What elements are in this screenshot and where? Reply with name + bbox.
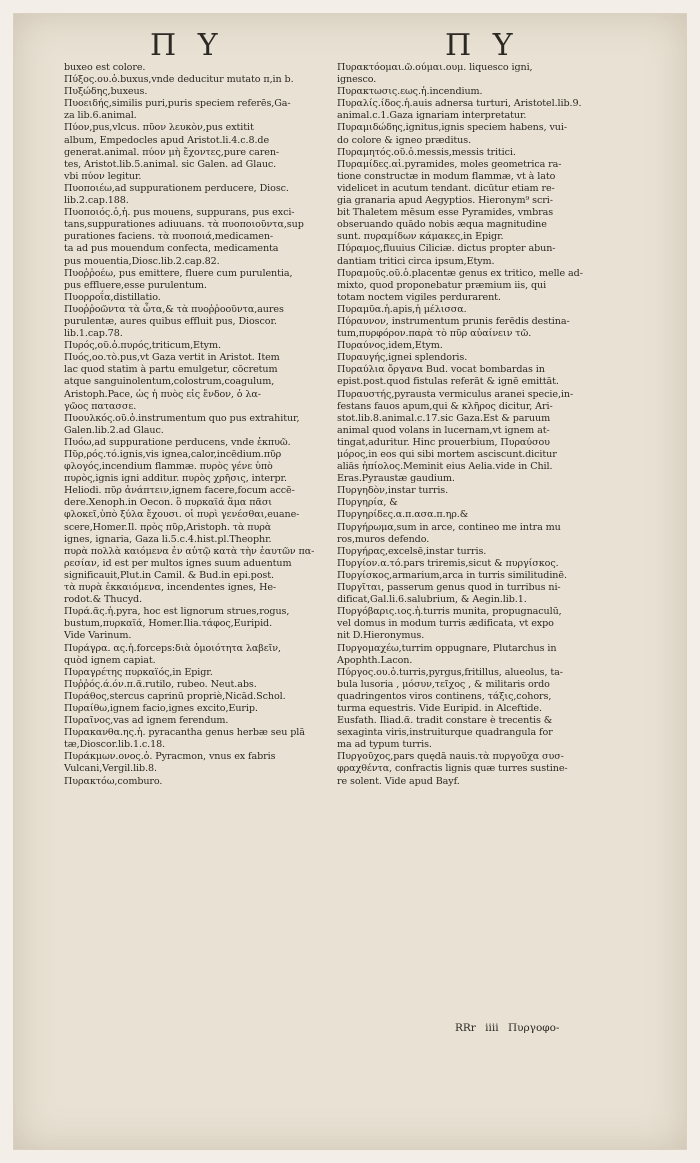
dictionary-line: Πυουλκός.οῦ.ὁ.instrumentum quo pus extrahitur, — [64, 412, 300, 424]
dictionary-line: festans fauos apum,qui & κλῆρος dicitur, Ari- — [337, 400, 553, 412]
dictionary-line: purulentæ, aures quibus effluit pus, Dioscor. — [64, 315, 277, 327]
dictionary-line: Πυργῖται, passerum genus quod in turribus ni- — [337, 582, 561, 594]
dictionary-line: tans,suppurationes adiuuans. τὰ πυοποιοῦντα,sup — [64, 219, 304, 231]
dictionary-line: πυρὰ πολλὰ καιόμενα ἐν αὐτῷ κατὰ τὴν ἑαυτῶν πα- — [64, 545, 315, 557]
dictionary-line: sunt. πυραμίδων κάμακες,in Epigr. — [337, 231, 504, 243]
dictionary-line: obseruando quādo nobis æqua magnitudine — [337, 219, 547, 231]
dictionary-line: buxeo est colore. — [64, 62, 146, 73]
dictionary-line: epist.post.quod fistulas referāt & ignē emittāt. — [337, 376, 559, 388]
dictionary-line: Galen.lib.2.ad Glauc. — [64, 424, 164, 436]
dictionary-line: Πύον,pus,vlcus. πῦον λευκὸν,pus extitit — [64, 122, 254, 134]
dictionary-line: Πυοποιός.ὁ,ἡ. pus mouens, suppurans, pus exci- — [64, 207, 295, 219]
dictionary-line: Πυρακτόομαι.ῶ.ούμαι.ουμ. liquesco igni, — [337, 62, 533, 73]
dictionary-line: ros,muros defendo. — [337, 533, 430, 545]
dictionary-line: Πυραυγής,ignei splendoris. — [337, 352, 468, 364]
dictionary-line: tione constructæ in modum flammæ, vt à lato — [337, 170, 556, 182]
running-head-left: Π Υ — [150, 28, 224, 63]
dictionary-line: φλογός,incendium flammæ. πυρὸς γένε ὑπὸ — [64, 461, 273, 473]
catchword: Πυργοφο- — [507, 1022, 560, 1034]
dictionary-line: Aristoph.Pace, ὡς ἡ πυὸς εἰς ἔνδον, ὁ λα- — [64, 388, 261, 400]
dictionary-line: Πύραυνον, instrumentum prunis ferēdis destina- — [337, 315, 570, 327]
dictionary-line: bustum,πυρκαϊά, Homer.Ilia.τάφος,Euripid. — [64, 618, 273, 630]
dictionary-line: Πυργήρας,excelsē,instar turris. — [337, 545, 487, 557]
dictionary-line: dantiam tritici circa ipsum,Etym. — [337, 255, 495, 267]
dictionary-line: Πυργίον.α.τό.pars triremis,sicut & πυργίσκος. — [337, 557, 559, 569]
dictionary-line: Πυραυστής,pyrausta vermiculus aranei specie,in- — [337, 388, 574, 400]
dictionary-line: Πυρακανθα.ης.ἡ. pyracantha genus herbæ seu plā — [64, 727, 305, 739]
dictionary-line: tæ,Dioscor.lib.1.c.18. — [64, 739, 166, 751]
dictionary-line: scere,Homer.Il. πρὸς πῦρ,Aristoph. τὰ πυρὰ — [64, 521, 272, 533]
dictionary-line: ignes, ignaria, Gaza li.5.c.4.hist.pl.Theophr. — [64, 533, 272, 545]
dictionary-line: Πυῤῥός.ά.όν.π.ᾶ.rutilo, rubeo. Neut.abs. — [64, 678, 257, 690]
dictionary-line: purationes faciens. τὰ πυοποιά,medicamen- — [64, 231, 274, 243]
dictionary-line: Πυός,οο.τὸ.pus,vt Gaza vertit in Aristot. Item — [64, 352, 280, 364]
dictionary-line: Πυραμιδώδης,ignitus,ignis speciem habens, vui- — [337, 122, 567, 134]
dictionary-line: ρεσίαν, id est per multos ignes suum aduentum — [64, 557, 292, 569]
dictionary-line: Eusfath. Iliad.ᾶ. tradit constare è trecentis & — [337, 715, 553, 727]
dictionary-line: bula lusoria , μόσυν,τεῖχος , & militaris ordo — [337, 678, 550, 690]
dictionary-line: lac quod statim à partu emulgetur, cōcretum — [64, 364, 278, 376]
dictionary-line: lib.2.cap.188. — [64, 195, 129, 207]
dictionary-line: tum,πυρφόρον.παρὰ τὸ πῦρ αὐαίνειν τῶ. — [337, 328, 532, 340]
dictionary-line: Heliodi. πῦρ ἀνάπτειν,ignem facere,focum accē- — [64, 485, 295, 497]
dictionary-line: Πυοποιέω,ad suppurationem perducere, Diosc. — [64, 182, 289, 194]
dictionary-line: lib.1.cap.78. — [64, 328, 123, 340]
dictionary-line: Πύραμος,fluuius Ciliciæ. dictus propter abun- — [337, 243, 556, 255]
dictionary-line: rodot.& Thucyd. — [64, 594, 143, 606]
dictionary-line: turma equestris. Vide Euripid. in Alceftide. — [337, 702, 542, 714]
dictionary-line: Vulcani,Vergil.lib.8. — [64, 763, 157, 775]
dictionary-line: tes, Aristot.lib.5.animal. sic Galen. ad Glauc. — [64, 158, 277, 170]
dictionary-line: Vide Varinum. — [64, 630, 132, 642]
dictionary-line: Πύργος.ου.ὁ.turris,pyrgus,fritillus, alueolus, ta- — [337, 666, 563, 678]
dictionary-line: φλοκεῖ,ὑπὸ ξύλα ἔχουσι. οἱ πυρὶ γενέσθαι,euane- — [64, 509, 300, 521]
dictionary-line: mixto, quod proponebatur præmium iis, qui — [337, 279, 547, 291]
dictionary-line: quadringentos viros continens, τάξις,cohors, — [337, 690, 552, 702]
dictionary-line: quòd ignem capiat. — [64, 654, 156, 666]
right-column — [337, 62, 632, 788]
dictionary-line: videlicet in acutum tendant. dicūtur etiam re- — [337, 182, 555, 194]
dictionary-line: Πυραῖνος,vas ad ignem ferendum. — [64, 715, 229, 727]
dictionary-line: do colore & igneo præditus. — [337, 134, 472, 146]
dictionary-line: animal quod volans in lucernam,vt ignem at- — [337, 424, 550, 436]
dictionary-line: Πῦρ,ρός.τό.ignis,vis ignea,calor,incēdium.πῦρ — [64, 449, 282, 460]
dictionary-line: animal.c.1.Gaza ignariam interpretatur. — [337, 110, 527, 122]
dictionary-line: Πυργόβαρις.ιος.ἡ.turris munita, propugnaculū, — [337, 606, 562, 618]
dictionary-line: Πυράγρα. ας.ἡ.forceps:διὰ ὁμοιότητα λαβεῖν, — [64, 642, 281, 654]
dictionary-line: totam noctem vigiles perdurarent. — [337, 291, 501, 303]
dictionary-line: sexaginta viris,instruiturque quadrangula for — [337, 727, 553, 739]
dictionary-line: Πυρακτόω,comburo. — [64, 775, 163, 787]
dictionary-line: Πυοειδής,similis puri,puris speciem referēs,Ga- — [64, 98, 291, 110]
dictionary-line: bit Thaletem mēsum esse Pyramides, vmbras — [337, 207, 554, 219]
dictionary-line: Πυράκμων.ονος.ὁ. Pyracmon, vnus ex fabris — [64, 751, 276, 763]
dictionary-line: Πυραίθω,ignem facio,ignes excito,Eurip. — [64, 702, 258, 714]
dictionary-line: Πυρά.ᾶς.ἡ.pyra, hoc est lignorum strues,rogus, — [64, 606, 290, 618]
dictionary-line: pus effluere,esse purulentum. — [64, 279, 207, 291]
dictionary-line: ignesco. — [337, 74, 377, 86]
dictionary-line: Πυρακτωσις.εως.ἡ.incendium. — [337, 86, 483, 98]
dictionary-line: Πυξώδης,buxeus. — [64, 86, 148, 98]
dictionary-line: album, Empedocles apud Aristot.li.4.c.8.de — [64, 134, 270, 146]
dictionary-line: Πυραλίς.ίδος.ἡ.auis adnersa turturi, Aristotel.lib.9. — [337, 98, 582, 110]
dictionary-line: Πύξος.ου.ὁ.buxus,vnde deducitur mutato π,in b. — [64, 74, 294, 86]
dictionary-line: Πυραμοῦς.οῦ.ὁ.placentæ genus ex tritico, melle ad- — [337, 267, 583, 279]
dictionary-line: Πυρός,οῦ.ὁ.πυρός,triticum,Etym. — [64, 340, 221, 352]
dictionary-line: μόρος,in eos qui sibi mortem asciscunt.dicitur — [337, 449, 557, 460]
dictionary-line: generat.animal. πύον μὴ ἔχοντες,pure caren- — [64, 146, 280, 158]
dictionary-line: Πυοῤῥοέω, pus emittere, fluere cum purulentia, — [64, 267, 293, 279]
dictionary-line: Apophth.Lacon. — [337, 654, 413, 666]
dictionary-line: ma ad typum turris. — [337, 739, 432, 751]
dictionary-line: Πυραγρέτης πυρκαϊός,in Epigr. — [64, 666, 213, 678]
page-footer — [455, 1022, 559, 1034]
dictionary-line: Πυοῤῥοῶντα τὰ ὦτα,& τὰ πυοῤῥοοῦντα,aures — [64, 303, 284, 315]
dictionary-line: Πυόω,ad suppuratione perducens, vnde ἐκπυῶ. — [64, 436, 291, 448]
dictionary-line: vel domus in modum turris ædificata, vt expo — [337, 618, 554, 630]
dictionary-line: πυρὸς,ignis igni additur. πυρὸς χρῆσις, interpr. — [64, 473, 287, 485]
dictionary-line: Eras.Pyraustæ gaudium. — [337, 473, 455, 485]
dictionary-line: Πυορροΐα,distillatio. — [64, 291, 161, 303]
signature-mark: RRr iiii — [455, 1022, 499, 1034]
dictionary-line: φραχθέντα, confractis lignis quæ turres sustine- — [337, 763, 568, 775]
dictionary-line: Πυργηρία, & — [337, 497, 398, 509]
dictionary-line: vbi πύον legitur. — [64, 170, 142, 182]
dictionary-line: Πυργηρίδες.α.π.ασα.π.ηρ.& — [337, 509, 469, 521]
dictionary-line: atque sanguinolentum,colostrum,coagulum, — [64, 376, 275, 388]
dictionary-line: tingat,aduritur. Hinc prouerbium, Πυραύσου — [337, 436, 550, 448]
dictionary-line: Πυργίσκος,armarium,arca in turris similitudinē. — [337, 569, 567, 581]
dictionary-line: gia granaria apud Aegyptios. Hieronym⁹ scri- — [337, 195, 553, 207]
dictionary-line: Πυραμητός.οῦ.ὁ.messis,messis tritici. — [337, 146, 516, 158]
dictionary-line: za lib.6.animal. — [64, 110, 137, 122]
dictionary-line: nit D.Hieronymus. — [337, 630, 425, 642]
dictionary-line: Πυραμῦα.ἡ.apis,ἡ μέλισσα. — [337, 303, 467, 315]
left-column — [64, 62, 354, 788]
dictionary-line: aliās ἠπίολος.Meminit eius Aelia.vide in Chil. — [337, 461, 553, 473]
dictionary-line: γῶος πατασσε. — [64, 400, 137, 412]
dictionary-line: Πυράθος,stercus caprinū propriè,Nicād.Schol. — [64, 690, 286, 702]
dictionary-line: Πυραύνος,idem,Etym. — [337, 340, 443, 352]
dictionary-line: τὰ πυρὰ ἐκκαιόμενα, incendentes ignes, He- — [64, 582, 277, 594]
dictionary-line: Πυργοῦχος,pars quędā nauis.τὰ πυργοῦχα συσ- — [337, 751, 564, 763]
dictionary-line: Πυργήρωμα,sum in arce, contineo me intra mu — [337, 521, 561, 533]
dictionary-line: dere.Xenoph.in Oecon. ὃ πυρκαϊά ἅμα πᾶσι — [64, 497, 272, 509]
dictionary-line: Πυραμίδες.αἱ.pyramides, moles geometrica ra- — [337, 158, 562, 170]
dictionary-line: pus mouentia,Diosc.lib.2.cap.82. — [64, 255, 220, 267]
running-head-right: Π Υ — [445, 28, 519, 63]
dictionary-line: re solent. Vide apud Bayf. — [337, 775, 460, 787]
dictionary-line: Πυργηδὸν,instar turris. — [337, 485, 449, 497]
dictionary-line: ta ad pus mouendum confecta, medicamenta — [64, 243, 279, 255]
dictionary-line: Πυραύλια ὄργανα Bud. vocat bombardas in — [337, 364, 545, 376]
dictionary-line: Πυργομαχέω,turrim oppugnare, Plutarchus in — [337, 642, 557, 654]
dictionary-line: significauit,Plut.in Camil. & Bud.in epi.post. — [64, 569, 274, 581]
dictionary-line: stot.lib.8.animal.c.17.sic Gaza.Est & paruum — [337, 412, 551, 424]
dictionary-line: dificat,Gal.li.6.salubrium, & Aegin.lib.1. — [337, 594, 527, 606]
